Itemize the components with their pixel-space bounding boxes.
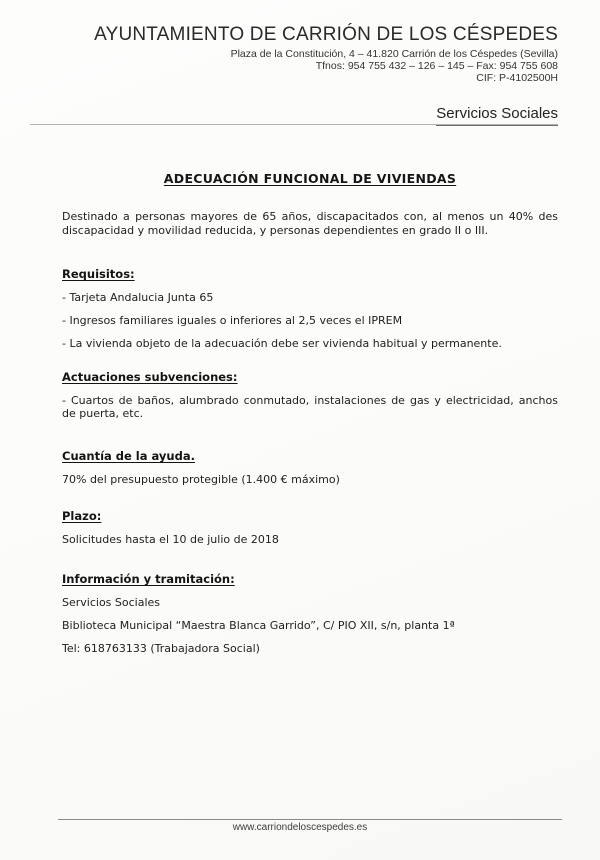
list-item: - Cuartos de baños, alumbrado conmutado, instalaciones de gas y electricidad, anchos de puerta, etc. — [62, 394, 558, 420]
section-heading-requisitos: Requisitos: — [62, 267, 135, 281]
list-item: - Ingresos familiares iguales o inferiores al 2,5 veces el IPREM — [62, 314, 403, 327]
department-label: Servicios Sociales — [436, 106, 558, 126]
intro-paragraph: Destinado a personas mayores de 65 años, discapacitados con, al menos un 40% des discapacidad y movilidad reducida, y personas dependientes en grado II o III. — [62, 210, 558, 237]
org-cif: CIF: P-4102500H — [476, 72, 558, 84]
body-line: Servicios Sociales — [62, 596, 161, 609]
body-line: Tel: 618763133 (Trabajadora Social) — [62, 642, 260, 655]
department-row — [62, 105, 558, 125]
section-heading-cuantia: Cuantía de la ayuda. — [62, 449, 195, 463]
letterhead — [62, 24, 558, 125]
body-line: Biblioteca Municipal “Maestra Blanca Garrido”, C/ PIO XII, s/n, planta 1ª — [62, 619, 455, 632]
footer-divider — [58, 819, 562, 820]
org-phones: Tfnos: 954 755 432 – 126 – 145 – Fax: 954 755 608 — [315, 60, 558, 72]
list-item: - Tarjeta Andalucia Junta 65 — [62, 291, 214, 304]
footer-website: www.carriondeloscespedes.es — [232, 822, 368, 833]
document-title: ADECUACIÓN FUNCIONAL DE VIVIENDAS — [163, 171, 457, 186]
org-title: AYUNTAMIENTO DE CARRIÓN DE LOS CÉSPEDES — [94, 24, 558, 45]
org-address: Plaza de la Constitución, 4 – 41.820 Carrión de los Céspedes (Sevilla) — [230, 48, 558, 60]
body-line: 70% del presupuesto protegible (1.400 € máximo) — [62, 473, 340, 486]
section-heading-plazo: Plazo: — [62, 509, 102, 523]
section-heading-informacion: Información y tramitación: — [62, 572, 235, 586]
body-line: Solicitudes hasta el 10 de julio de 2018 — [62, 533, 279, 546]
list-item: - La vivienda objeto de la adecuación debe ser vivienda habitual y permanente. — [62, 337, 502, 350]
section-heading-actuaciones: Actuaciones subvenciones: — [62, 370, 238, 384]
